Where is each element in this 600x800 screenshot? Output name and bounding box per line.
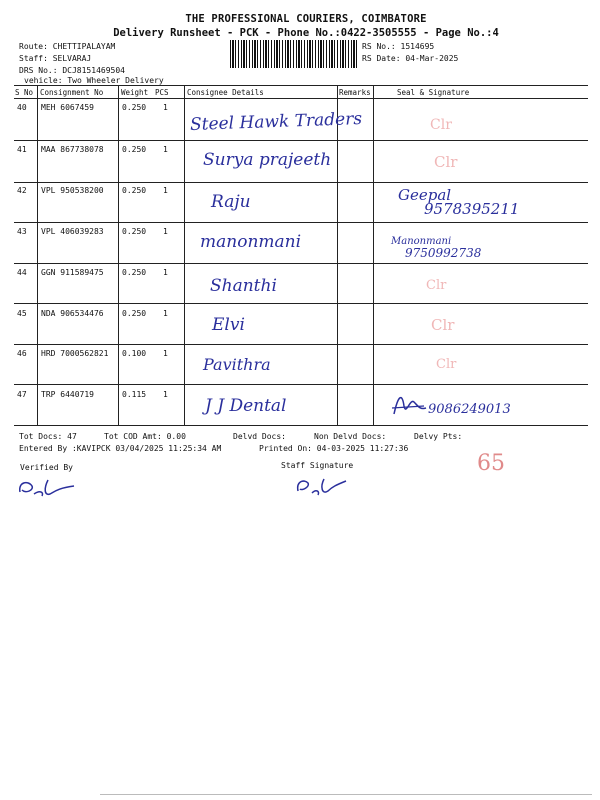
total-cod: Tot COD Amt: 0.00 [104,432,186,441]
col-header-weight: Weight [121,88,149,97]
barcode [230,40,358,68]
row-pcs: 1 [163,390,168,399]
row-pcs: 1 [163,309,168,318]
rs-number: RS No.: 1514695 [362,42,435,51]
col-header-seal: Seal & Signature [397,88,470,97]
row-phone-handwritten: 9086249013 [428,402,511,417]
row-seal-clr: Clr [436,357,457,372]
row-consignee-handwritten: Shanthi [210,276,277,296]
row-weight: 0.250 [122,268,147,277]
row-sno: 47 [17,390,27,399]
row-consignee-handwritten: J J Dental [205,396,287,416]
row-consignee-handwritten: Elvi [212,315,245,335]
row-pcs: 1 [163,227,168,236]
row-phone-handwritten: 9750992738 [405,246,482,260]
row-pcs: 1 [163,186,168,195]
runsheet-subtitle: Delivery Runsheet - PCK - Phone No.:0422-3505555 - Page No.:4 [113,27,499,39]
entered-by: Entered By :KAVIPCK 03/04/2025 11:25:34 AM [19,444,222,453]
delivery-points: Delvy Pts: [414,432,463,441]
row-phone-handwritten: 9578395211 [424,200,520,218]
row-pcs: 1 [163,268,168,277]
row-sno: 40 [17,103,27,112]
verifier-signature [14,472,84,502]
signature-mark [388,388,428,422]
company-title: THE PROFESSIONAL COURIERS, COIMBATORE [185,13,427,25]
row-consignment: NDA 906534476 [41,309,104,318]
route-text: Route: CHETTIPALAYAM [19,42,116,51]
row-seal-clr: Clr [434,153,458,171]
row-consignment: MEH 6067459 [41,103,94,112]
page-bottom-edge [100,794,592,795]
row-sno: 42 [17,186,27,195]
row-weight: 0.100 [122,349,147,358]
row-sno: 43 [17,227,27,236]
total-docs: Tot Docs: 47 [19,432,77,441]
staff-signature-label: Staff Signature [281,461,354,470]
row-weight: 0.250 [122,186,147,195]
row-consignment: GGN 911589475 [41,268,104,277]
staff-text: Staff: SELVARAJ [19,54,92,63]
row-consignee-handwritten: manonmani [200,232,302,252]
row-consignment: VPL 406039283 [41,227,104,236]
row-seal-signature: Geepal [398,186,452,204]
row-consignee-handwritten: Raju [211,192,251,212]
row-sno: 41 [17,145,27,154]
row-consignment: VPL 950538200 [41,186,104,195]
row-weight: 0.115 [122,390,147,399]
row-sno: 44 [17,268,27,277]
verified-by-label: Verified By [20,463,73,472]
handwritten-count: 65 [477,451,505,476]
row-pcs: 1 [163,145,168,154]
col-header-remarks: Remarks [339,88,371,97]
col-header-sno: S No [15,88,34,97]
row-consignment: MAA 867738078 [41,145,104,154]
row-weight: 0.250 [122,103,147,112]
row-sno: 46 [17,349,27,358]
non-delivered-docs: Non Delvd Docs: [314,432,387,441]
row-seal-clr: Clr [431,316,455,334]
drs-number: DRS No.: DCJ8151469504 [19,66,125,75]
rs-date: RS Date: 04-Mar-2025 [362,54,459,63]
col-header-consignment: Consignment No [40,88,104,97]
row-seal-clr: Clr [430,117,452,133]
vehicle-text: vehicle: Two Wheeler Delivery [24,76,164,85]
staff-signature-mark [292,469,352,499]
col-header-consignee: Consignee Details [187,88,264,97]
delivered-docs: Delvd Docs: [233,432,286,441]
row-weight: 0.250 [122,309,147,318]
col-header-pcs: PCS [155,88,169,97]
row-seal-signature: Manonmani [391,236,452,247]
row-consignee-handwritten: Pavithra [203,355,271,374]
row-pcs: 1 [163,349,168,358]
row-weight: 0.250 [122,145,147,154]
row-pcs: 1 [163,103,168,112]
row-sno: 45 [17,309,27,318]
row-consignment: HRD 7000562821 [41,349,109,358]
printed-on: Printed On: 04-03-2025 11:27:36 [259,444,409,453]
row-consignee-handwritten: Surya prajeeth [203,150,332,170]
row-consignee-handwritten: Steel Hawk Traders [189,109,363,135]
row-weight: 0.250 [122,227,147,236]
row-seal-clr: Clr [426,278,447,293]
row-consignment: TRP 6440719 [41,390,94,399]
